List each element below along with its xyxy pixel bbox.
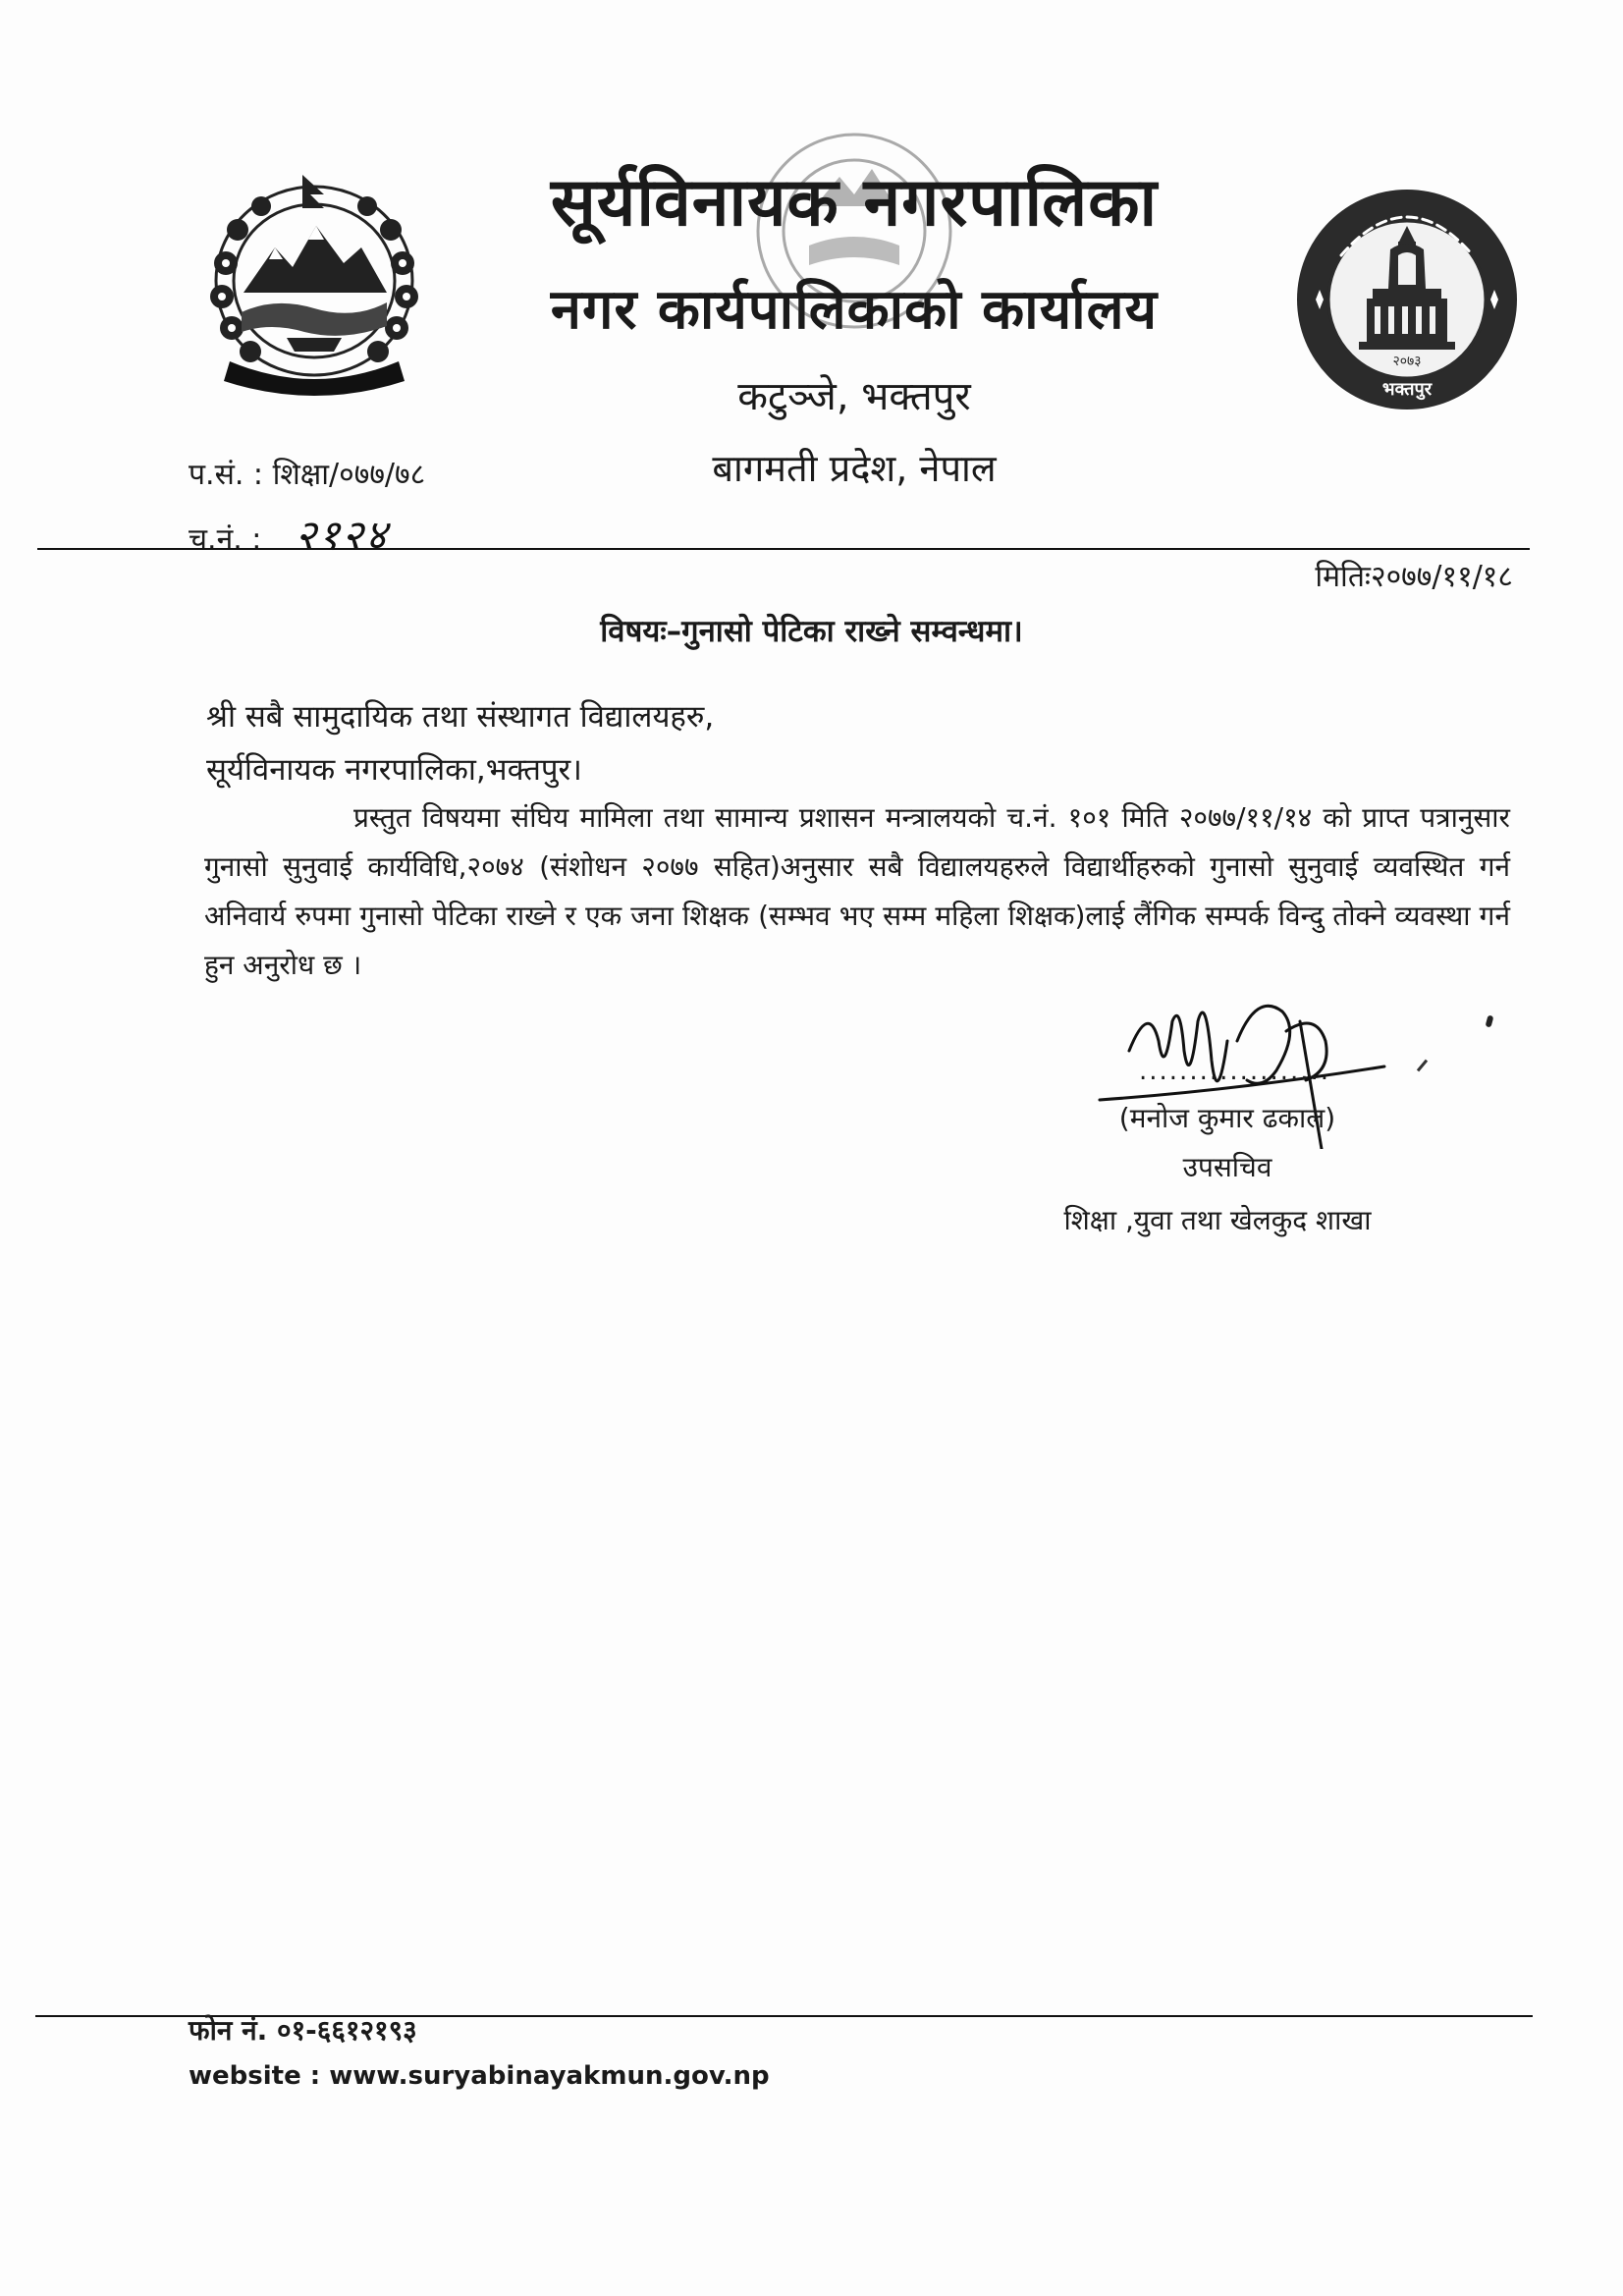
office-province: बागमती प्रदेश, नेपाल xyxy=(712,447,997,490)
dispatch-value: २१२४ xyxy=(295,511,389,559)
ink-mark xyxy=(1417,1060,1428,1072)
signer-name: (मनोज कुमार ढकाल) xyxy=(1118,1102,1336,1134)
footer-website: website : www.suryabinayakmun.gov.np xyxy=(189,2061,770,2091)
letter-subject: विषयः–गुनासो पेटिका राख्ने सम्वन्धमा। xyxy=(600,614,1023,649)
ink-mark xyxy=(1486,1014,1494,1027)
organization-name: सूर्यविनायक नगरपालिका xyxy=(550,164,1159,242)
logo-year: २०७३ xyxy=(1392,354,1422,369)
signature-dotted-line: ................... xyxy=(1139,1057,1331,1086)
footer-phone: फोन नं. ०१-६६१२१९३ xyxy=(189,2014,417,2047)
office-address: कटुञ्जे, भक्तपुर xyxy=(737,374,971,419)
letter-date: मितिः२०७७/११/१८ xyxy=(1315,560,1513,594)
letter-body: प्रस्तुत विषयमा संघिय मामिला तथा सामान्य प्रशासन मन्त्रालयको च.नं. १०१ मिति २०७७/११/१४ को प्राप्त पत्रानुसार गुनासो सुनुवाई कार्यविधि,२०७४ (संशोधन २०७७ सहित)अनुसार सबै विद्यालयहरुले विद्यार्थीहरुको गुनासो सुनुवाई व्यवस्थित गर्न अनिवार्य रुपमा गुनासो पेटिका राख्ने र एक जना शिक्षक (सम्भव भए सम्म महिला शिक्षक)लाई लैंगिक सम्पर्क विन्दु तोक्ने व्यवस्था गर्न हुन अनुरोध छ । xyxy=(204,801,1510,981)
dispatch-number-row xyxy=(189,511,389,560)
dispatch-label: च.नं. : xyxy=(189,522,262,557)
addressee-line-1: श्री सबै सामुदायिक तथा संस्थागत विद्यालयहरु, xyxy=(206,699,715,735)
nepal-emblem-icon xyxy=(196,165,432,397)
signer-department: शिक्षा ,युवा तथा खेलकुद शाखा xyxy=(1063,1204,1372,1236)
logo-city-text: भक्तपुर xyxy=(1381,379,1433,400)
signer-title: उपसचिव xyxy=(1182,1151,1272,1183)
municipality-temple-logo-icon xyxy=(1294,187,1520,412)
office-name: नगर कार्यपालिकाको कार्यालय xyxy=(550,278,1159,342)
addressee-line-2: सूर्यविनायक नगरपालिका,भक्तपुर। xyxy=(206,752,582,788)
reference-number: प.सं. : शिक्षा/०७७/७८ xyxy=(189,458,426,492)
header-divider xyxy=(37,548,1530,550)
